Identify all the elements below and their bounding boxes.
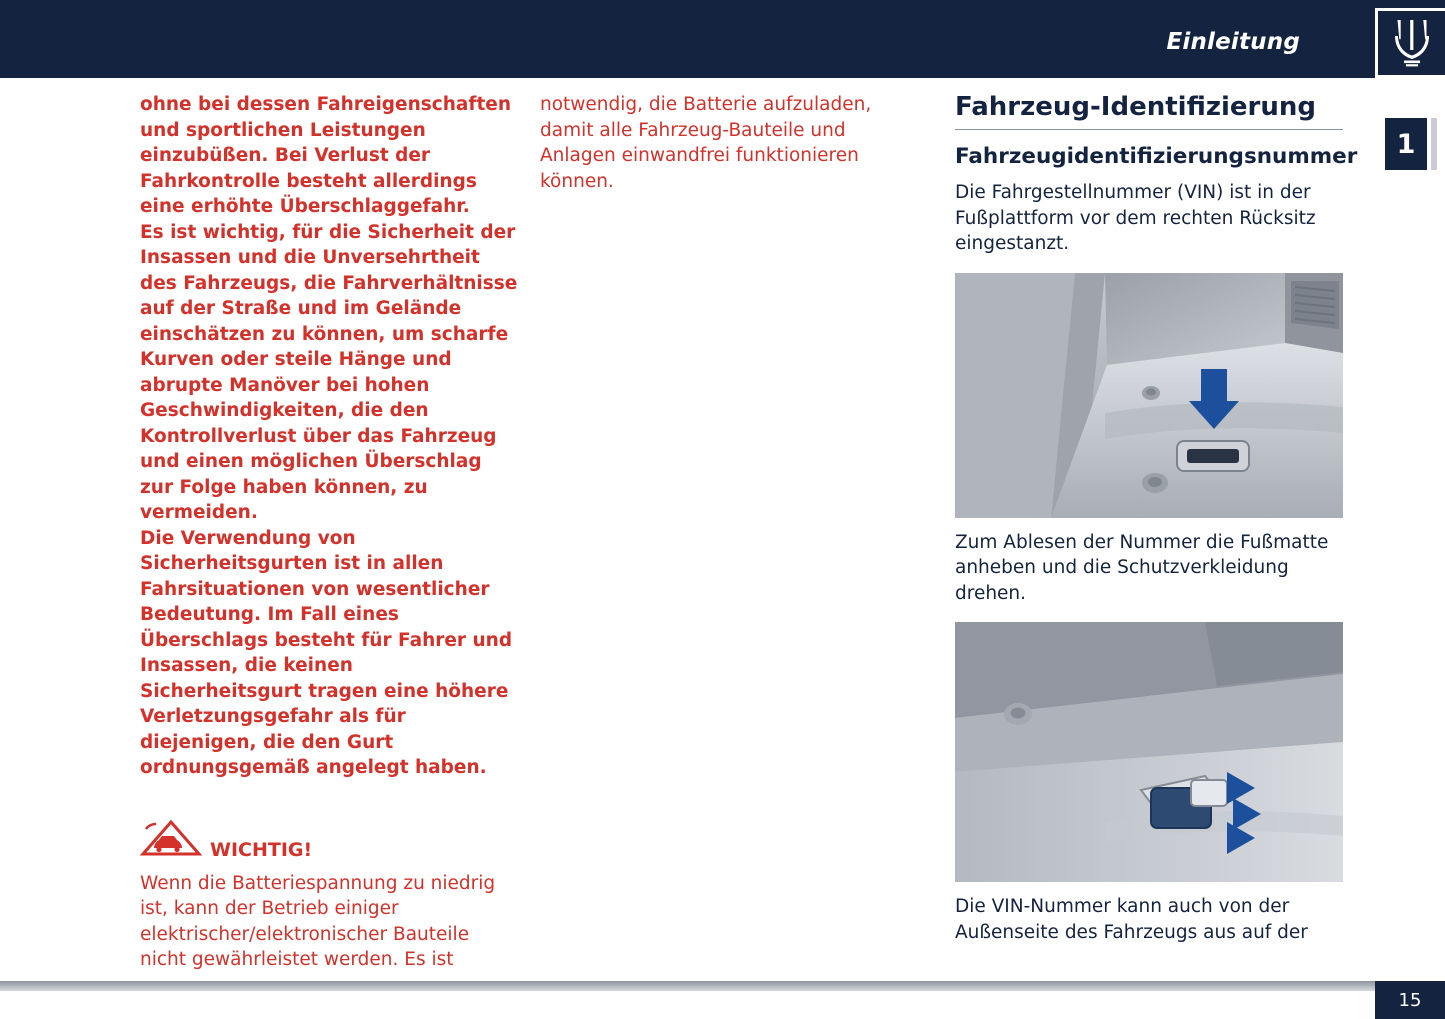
section-subheading: Fahrzeugidentifizierungsnummer (955, 144, 1358, 169)
chapter-tab-number: 1 (1385, 118, 1427, 170)
page-header (0, 0, 1445, 78)
column-middle (540, 92, 910, 194)
header-title: Einleitung (1166, 29, 1300, 55)
fussplattform-vin-position-photo (955, 273, 1343, 518)
chapter-tab-edge (1431, 118, 1437, 170)
important-label: WICHTIG! (210, 838, 313, 861)
figure1-caption: Zum Ablesen der Nummer die Fußmatte anheben und die Schutzverkleidung drehen. (955, 531, 1329, 604)
column-right (955, 92, 1358, 945)
vin-intro-text: Die Fahrgestellnummer (VIN) ist in der Fußplattform vor dem rechten Rücksitz eingestanzt. (955, 182, 1316, 254)
column-left (140, 92, 518, 991)
maserati-trident-logo-icon (1375, 8, 1445, 78)
rollover-warning-icon (140, 819, 202, 863)
figure2-caption: Die VIN-Nummer kann auch von der Außenseite des Fahrzeugs aus auf der (955, 896, 1308, 943)
important-notice-header (140, 819, 518, 863)
warning-paragraph-1: ohne bei dessen Fahreigenschaften und sportlichen Leistungen einzubüßen. Bei Verlust der Fahrkontrolle besteht allerdings eine erhöhte Überschlaggefahr. (140, 94, 512, 217)
important-text: Wenn die Batteriespannung zu niedrig ist, kann der Betrieb einiger elektrischer/elektronischer Bauteile nicht gewährleistet werden. Es ist (140, 872, 496, 970)
important-notice (140, 819, 518, 973)
page-number: 15 (1375, 981, 1445, 1019)
warning-paragraph-3: Die Verwendung von Sicherheitsgurten ist in allen Fahrsituationen von wesentlicher Bedeutung. Im Fall eines Überschlags besteht für Fahrer und Insassen, die keinen Sicherheitsgurt tragen eine höhere Verletzungsgefahr als für diejenigen, die den Gurt ordnungsgemäß angelegt haben. (140, 527, 513, 778)
continuation-paragraph: notwendig, die Batterie aufzuladen, damit alle Fahrzeug-Bauteile und Anlagen einwandfrei funktionieren können. (540, 94, 872, 192)
section-heading: Fahrzeug-Identifizierung (955, 92, 1343, 130)
vin-abdeckung-drehen-photo (955, 622, 1343, 882)
footer-bar (0, 981, 1445, 991)
warning-paragraph-2: Es ist wichtig, für die Sicherheit der Insassen und die Unversehrtheit des Fahrzeugs, die Fahrverhältnisse auf der Straße und im Gelände einschätzen zu können, um scharfe Kurven oder steile Hänge und abrupte Manöver bei hohen Geschwindigkeiten, die den Kontrollverlust über das Fahrzeug und einen möglichen Überschlag zur Folge haben können, zu vermeiden. (140, 221, 518, 523)
